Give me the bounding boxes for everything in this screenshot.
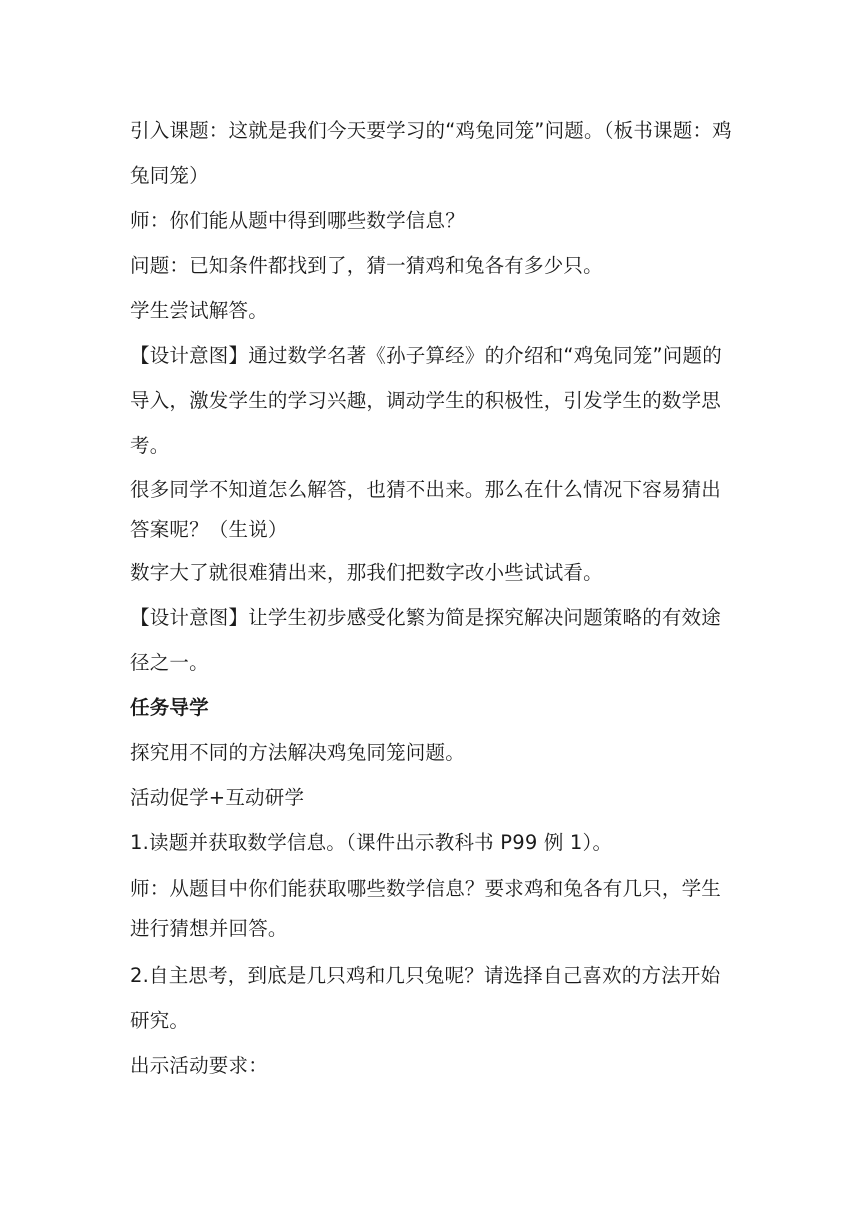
section-heading-task-guidance: 任务导学 — [130, 696, 209, 719]
simplify-numbers-paragraph: 数字大了就很难猜出来，那我们把数字改小些试试看。 — [130, 561, 603, 584]
activity-heading-paragraph: 活动促学+互动研学 — [130, 786, 305, 809]
intro-topic-paragraph: 引入课题：这就是我们今天要学习的“鸡兔同笼”问题。（板书课题：鸡兔同笼） — [130, 119, 732, 187]
difficulty-paragraph: 很多同学不知道怎么解答，也猜不出来。那么在什么情况下容易猜出答案呢？（生说） — [130, 478, 722, 541]
activity-requirements-paragraph: 出示活动要求： — [130, 1054, 268, 1077]
document-body — [130, 108, 735, 1088]
teacher-question-paragraph: 师：你们能从题中得到哪些数学信息？ — [130, 209, 465, 232]
student-attempt-paragraph: 学生尝试解答。 — [130, 299, 268, 322]
teacher-info-question-paragraph: 师：从题目中你们能获取哪些数学信息？要求鸡和兔各有几只，学生进行猜想并回答。 — [130, 877, 722, 940]
explore-methods-paragraph: 探究用不同的方法解决鸡兔同笼问题。 — [130, 741, 465, 764]
problem-guess-paragraph: 问题：已知条件都找到了，猜一猜鸡和兔各有多少只。 — [130, 254, 603, 277]
design-intent-paragraph-1: 【设计意图】通过数学名著《孙子算经》的介绍和“鸡兔同笼”问题的导入，激发学生的学习兴趣，调动学生的积极性，引发学生的数学思考。 — [130, 344, 722, 457]
design-intent-paragraph-2: 【设计意图】让学生初步感受化繁为简是探究解决问题策略的有效途径之一。 — [130, 606, 722, 674]
step-2-paragraph: 2.自主思考，到底是几只鸡和几只兔呢？请选择自己喜欢的方法开始研究。 — [130, 964, 721, 1032]
step-1-paragraph: 1.读题并获取数学信息。（课件出示教科书 P99 例 1）。 — [130, 831, 613, 854]
